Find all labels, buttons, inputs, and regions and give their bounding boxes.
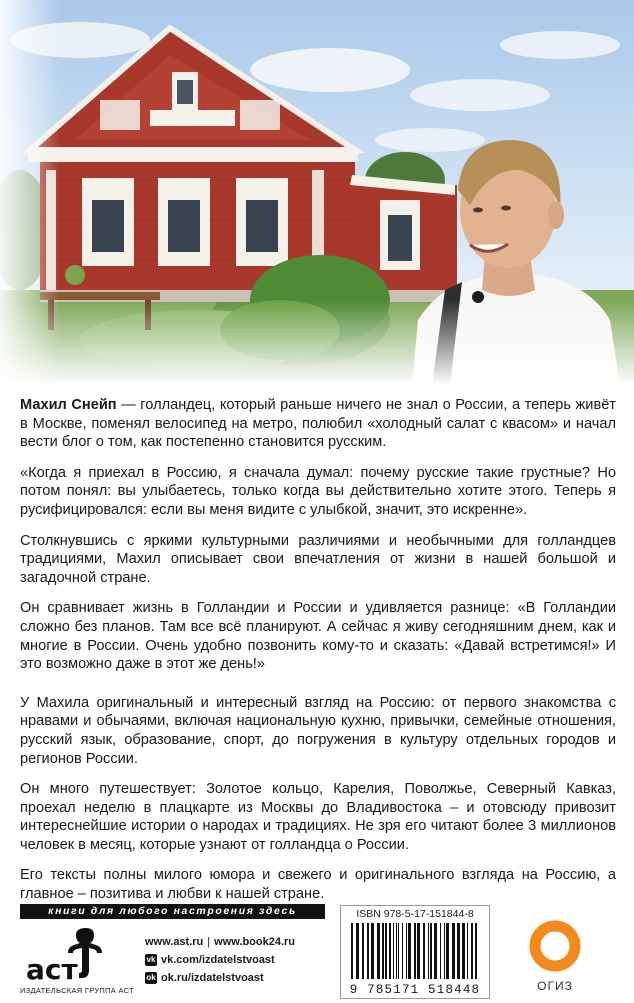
site-ast-link[interactable]: www.ast.ru bbox=[145, 936, 204, 948]
paragraph-7: Его тексты полны милого юмора и свежего и оригинального взгляда на Россию, а главное – позитива и любви к нашей стране. bbox=[20, 867, 616, 903]
barcode-bar bbox=[462, 923, 465, 979]
barcode-bar bbox=[377, 923, 380, 979]
paragraph-4: Он сравнивает жизнь в Голландии и России и удивляется разнице: «В Голландии сложно без планов. Там все всё планируют. А сейчас я живу сегодняшним днем, как и многие в России. Очень удобно позвонить кому-то и сказать: «Давай встретимся!» И это возможно даже в этот же день!» bbox=[20, 600, 616, 673]
slogan-banner: книги для любого настроения здесь bbox=[20, 904, 325, 919]
barcode-bar bbox=[389, 923, 391, 979]
barcode-bar bbox=[414, 923, 416, 979]
intro-text: — голландец, который раньше ничего не знал о России, а теперь живёт в Москве, поменял велосипед на метро, полюбил «холодный салат с квасом» и начал вести блог о том, как постепенно становится русским. bbox=[20, 397, 616, 451]
barcode-digits: 9 785171 518448 bbox=[349, 983, 481, 997]
barcode-bar bbox=[471, 923, 473, 979]
barcode-bar bbox=[362, 923, 364, 979]
barcode-bar bbox=[402, 923, 403, 979]
ok-icon: ok bbox=[146, 973, 156, 982]
publisher-links bbox=[145, 933, 295, 987]
ogiz-text: ОГИЗ bbox=[537, 979, 573, 993]
paragraph-3: Столкнувшись с яркими культурными различиями и необычными для голландцев традициями, Махил описывает свои впечатления от жизни в нашей большой и загадочной стране. bbox=[20, 532, 616, 586]
barcode-bar bbox=[434, 923, 437, 979]
paragraph-5: У Махила оригинальный и интересный взгляд на Россию: от первого знакомства с нравами и обычаями, включая национальную кухню, привычки, семейные отношения, русский язык, образование, спорт, до погружения в культуру отдельных городов и регионов России. bbox=[20, 694, 616, 767]
website-row bbox=[145, 933, 295, 951]
author-name: Махил Снейп bbox=[20, 397, 117, 413]
paragraph-6: Он много путешествует: Золотое кольцо, Карелия, Поволжье, Северный Кавказ, проехал неделю в плацкарте из Москвы до Владивостока – и отовсюду привозит интереснейшие истории о народах и традициях. Не зря его читают более 3 миллионов человек в месяц, которые узнают от голландца о России. bbox=[20, 781, 616, 853]
barcode-bar bbox=[440, 923, 441, 979]
separator: | bbox=[207, 936, 211, 948]
barcode-bar bbox=[428, 923, 429, 979]
vk-row bbox=[145, 951, 295, 969]
isbn-barcode-box bbox=[340, 905, 490, 999]
barcode-bar bbox=[356, 923, 359, 979]
barcode-bar bbox=[385, 923, 387, 979]
barcode-bar bbox=[393, 923, 394, 979]
barcode-bar bbox=[371, 923, 374, 979]
description bbox=[20, 396, 616, 916]
barcode-bar bbox=[406, 923, 407, 979]
vk-icon: vk bbox=[146, 955, 156, 964]
barcode-bar bbox=[430, 923, 432, 979]
barcode-bar bbox=[367, 923, 369, 979]
barcode-bar bbox=[351, 923, 353, 979]
ogiz-ring-icon bbox=[535, 926, 575, 966]
site-book24-link[interactable]: www.book24.ru bbox=[214, 936, 296, 948]
barcode-bar bbox=[457, 923, 460, 979]
barcode-bar bbox=[382, 923, 384, 979]
barcode-icon bbox=[347, 923, 483, 979]
barcode-bar bbox=[475, 923, 477, 979]
barcode-bar bbox=[444, 923, 445, 979]
isbn-text: ISBN 978-5-17-151844-8 bbox=[356, 908, 474, 920]
publisher-label: ИЗДАТЕЛЬСКАЯ ГРУППА АСТ bbox=[20, 986, 134, 995]
barcode-bar bbox=[396, 923, 397, 979]
barcode-bar bbox=[398, 923, 399, 979]
ast-logo-text: аст bbox=[26, 953, 78, 986]
vk-link[interactable]: vk.com/izdatelstvoast bbox=[161, 954, 275, 966]
ok-link[interactable]: ok.ru/izdatelstvoast bbox=[161, 972, 264, 984]
barcode-bar bbox=[417, 923, 420, 979]
ok-row bbox=[145, 969, 295, 987]
ogiz-logo bbox=[525, 918, 585, 998]
barcode-bar bbox=[452, 923, 455, 979]
barcode-bar bbox=[467, 923, 468, 979]
barcode-bar bbox=[423, 923, 425, 979]
quote-paragraph: «Когда я приехал в Россию, я сначала думал: почему русские такие грустные? Но потом понял: вы улыбаетесь, только когда вы действительно хотите этого. Теперь я русифицировался: если вы меня видите с улыбкой, значит, это искренне». bbox=[20, 464, 616, 518]
paragraph-intro bbox=[20, 396, 616, 452]
barcode-bar bbox=[446, 923, 449, 979]
cover-photo bbox=[0, 0, 634, 385]
barcode-bar bbox=[408, 923, 411, 979]
